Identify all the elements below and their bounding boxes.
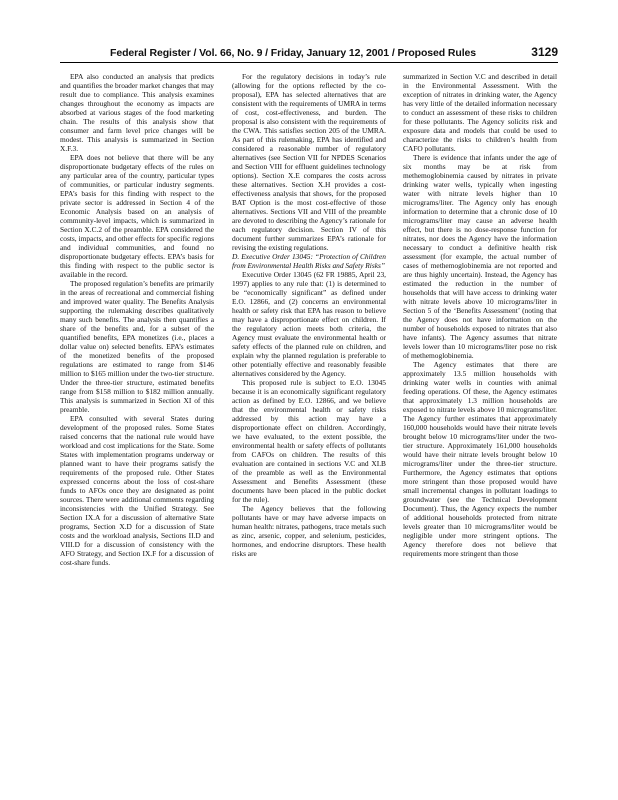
paragraph: EPA also conducted an analysis that predicts and quantifies the broader market changes that may result due to compliance. This analysis examines changes throughout the economy as impacts are absorbed at various stages of the food marketing chain. The results of this analysis show that consumer and farm level price changes will be modest. This analysis is summarized in Section X.F.3. [60, 72, 214, 153]
paragraph: EPA consulted with several States during development of the proposed rules. Some States raised concerns that the national rule would have workload and cost implications for the State. Some States with implementation programs underway or planned want to have their programs satisfy the requirements of the proposed rule. Other States expressed concerns about the loss of cost-share funds to AFOs once they are designated as point sources. There were additional comments regarding inconsistencies with the Unified Strategy. See Section IX.A for a discussion of alternative State programs, Section X.D for a discussion of State costs and the workload analysis, Sections II.D and VIII.D for a discussion of consistency with the AFO Strategy, and Section IX.F for a discussion of cost-share funds. [60, 414, 214, 567]
paragraph: This proposed rule is subject to E.O. 13045 because it is an economically significant regulatory action as defined by E.O. 12866, and we believe that the environmental health or safety risks addressed by this action may have a disproportionate effect on children. Accordingly, we have evaluated, to the extent possible, the environmental health or safety effects of pollutants from CAFOs on children. The results of this evaluation are contained in sections V.C and XI.B of the preamble as well as the Environmental Assessment and Benefits Assessment (these documents have been placed in the public docket for the rule). [232, 378, 386, 504]
paragraph: There is evidence that infants under the age of six months may be at risk from methemoglobinemia caused by nitrates in private drinking water wells, typically when ingesting water with nitrate levels higher than 10 micrograms/liter. The Agency only has enough information to determine that a chronic dose of 10 micrograms/liter may cause an adverse health effect, but there is no dose-response function for nitrates, nor does the Agency have the information necessary to conduct a definitive health risk assessment (for example, the actual number of cases of methemoglobinemia are not reported and are thus highly uncertain). Instead, the Agency has estimated the reduction in the number of households that will have access to drinking water with nitrate levels above 10 micrograms/liter in Section 5 of the ‘Benefits Assessment’ (noting that the Agency does not have information on the number of households exposed to nitrates that also have infants). The Agency assumes that nitrate levels lower than 10 micrograms/liter pose no risk of methemoglobinemia. [403, 153, 557, 360]
column-1 [60, 72, 214, 784]
section-heading: D. Executive Order 13045: “Protection of Children from Environmental Health Risks and Safety Risks” [232, 252, 386, 270]
paragraph: Executive Order 13045 (62 FR 19885, April 23, 1997) applies to any rule that: (1) is determined to be “economically significant” as defined under E.O. 12866, and (2) concerns an environmental health or safety risk that EPA has reason to believe may have a disproportionate effect on children. If the regulatory action meets both criteria, the Agency must evaluate the environmental health or safety effects of the planned rule on children, and explain why the planned regulation is preferable to other potentially effective and reasonably feasible alternatives considered by the Agency. [232, 270, 386, 378]
paragraph: The proposed regulation’s benefits are primarily in the areas of recreational and commercial fishing and improved water quality. The Benefits Analysis supporting the rulemaking describes qualitatively many such benefits. The analysis then quantifies a share of the benefits and, for a subset of the quantified benefits, EPA monetizes (i.e., places a dollar value on) selected benefits. EPA’s estimates of the monetized benefits of the proposed regulations are estimated to range from $146 million to $165 million under the two-tier structure. Under the three-tier structure, estimated benefits range from $158 million to $182 million annually. This analysis is summarized in Section XI of this preamble. [60, 279, 214, 414]
column-2 [232, 72, 386, 784]
page-number: 3129 [531, 45, 558, 59]
paragraph: The Agency estimates that there are approximately 13.5 million households with drinking water wells in counties with animal feeding operations. Of these, the Agency estimates that approximately 1.3 million households are exposed to nitrate levels above 10 micrograms/liter. The Agency further estimates that approximately 160,000 households would have their nitrate levels brought below 10 micrograms/liter under the two-tier structure. Approximately 161,000 households would have their nitrate levels brought below 10 micrograms/liter under the three-tier structure. Furthermore, the Agency estimates that options more stringent than those proposed would have small incremental changes in pollutant loadings to groundwater (see the Technical Development Document). Thus, the Agency expects the number of additional households protected from nitrate levels greater than 10 micrograms/liter would be negligible under more stringent options. The Agency therefore does not believe that requirements more stringent than those [403, 360, 557, 558]
paragraph: EPA does not believe that there will be any disproportionate budgetary effects of the rules on any particular area of the country, particular types of communities, or particular industry segments. EPA’s basis for this finding with respect to the private sector is addressed in Section 4 of the Economic Analysis based on an analysis of community-level impacts, which is summarized in Section X.C.2 of the preamble. EPA considered the costs, impacts, and other effects for specific regions and individual communities, and found no disproportionate budgetary effects. EPA’s basis for this finding with respect to the public sector is available in the record. [60, 153, 214, 279]
page-header [60, 44, 558, 63]
column-3 [403, 72, 557, 784]
paragraph: For the regulatory decisions in today’s rule (allowing for the options reflected by the co-proposal), EPA has selected alternatives that are consistent with the requirements of UMRA in terms of cost, cost-effectiveness, and burden. The proposal is also consistent with the requirements of the CWA. This satisfies section 205 of the UMRA. As part of this rulemaking, EPA has identified and considered a reasonable number of regulatory alternatives (see Section VII for NPDES Scenarios and Section VIII for effluent guidelines technology options). Section X.E compares the costs across these alternatives. Section X.H provides a cost-effectiveness analysis that shows, for the proposed BAT Option is the most cost-effective of those alternatives. Sections VII and VIII of the preamble are devoted to describing the Agency’s rationale for each regulatory decision. Section IV of this document further summarizes EPA’s rationale for revising the existing regulations. [232, 72, 386, 252]
paragraph: summarized in Section V.C and described in detail in the Environmental Assessment. With the exception of nitrates in drinking water, the Agency has very little of the detailed information necessary to conduct an assessment of these risks to children for these pollutants. The Agency solicits risk and exposure data and models that could be used to characterize the risks to children’s health from CAFO pollutants. [403, 72, 557, 153]
running-head: Federal Register / Vol. 66, No. 9 / Friday, January 12, 2001 / Proposed Rules [110, 47, 476, 59]
paragraph: The Agency believes that the following pollutants have or may have adverse impacts on human health: nitrates, pathogens, trace metals such as zinc, arsenic, copper, and selenium, pesticides, hormones, and endocrine disruptors. These health risks are [232, 504, 386, 558]
